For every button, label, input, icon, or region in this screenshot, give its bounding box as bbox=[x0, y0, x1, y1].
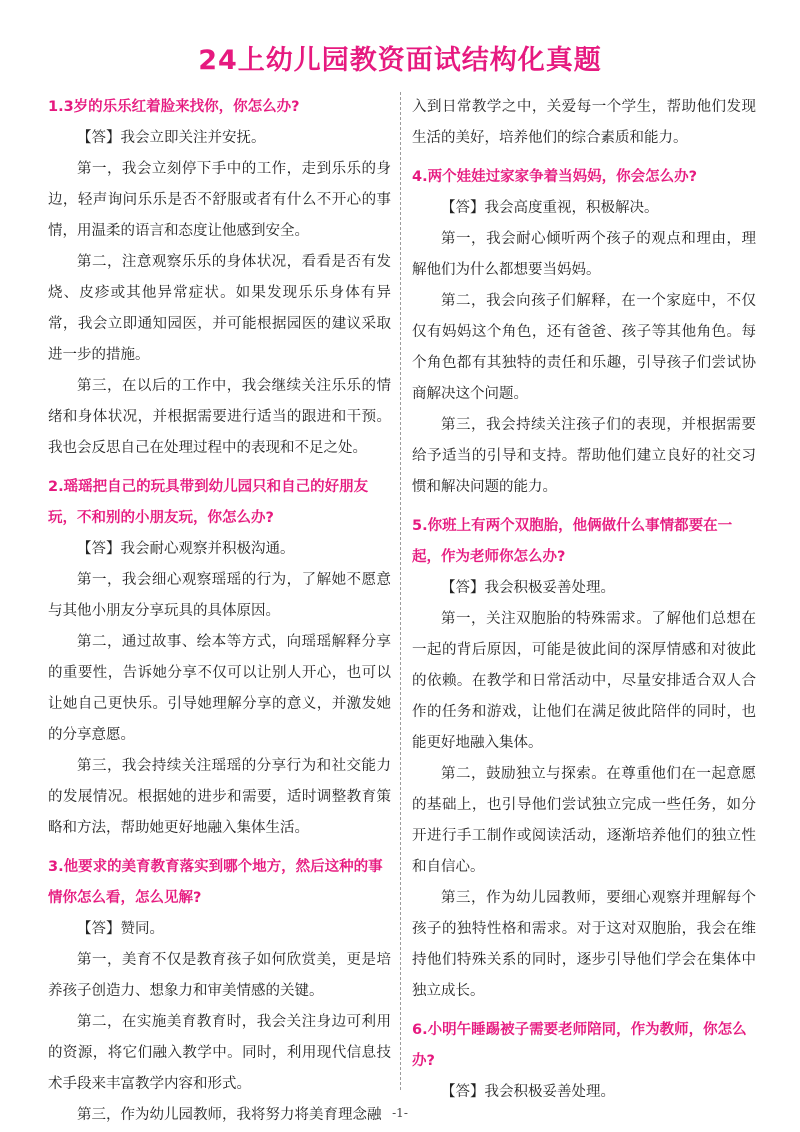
answer-paragraph: 第一，我会细心观察瑶瑶的行为，了解她不愿意与其他小朋友分享玩具的具体原因。 bbox=[48, 572, 391, 619]
question-heading: 5.你班上有两个双胞胎，他俩做什么事情都要在一起，作为老师你怎么办? bbox=[412, 518, 733, 565]
section-gap bbox=[412, 1007, 756, 1015]
answer-paragraph: 第三，我会持续关注孩子们的表现，并根据需要给予适当的引导和支持。帮助他们建立良好的社交习惯和解决问题的能力。 bbox=[412, 417, 756, 495]
question-heading: 4.两个娃娃过家家争着当妈妈，你会怎么办? bbox=[412, 169, 698, 185]
answer-paragraph: 【答】我会高度重视，积极解决。 bbox=[441, 200, 659, 216]
question-heading: 6.小明午睡踢被子需要老师陪同，作为教师，你怎么办? bbox=[412, 1022, 747, 1069]
answer-paragraph: 第二，我会向孩子们解释，在一个家庭中，不仅仅有妈妈这个角色，还有爸爸、孩子等其他角色。每个角色都有其独特的责任和乐趣，引导孩子们尝试协商解决这个问题。 bbox=[412, 293, 756, 402]
left-column bbox=[48, 92, 391, 1131]
question-heading: 3.他要求的美育教育落实到哪个地方，然后这种的事情你怎么看，怎么见解? bbox=[48, 859, 383, 906]
question-heading: 1.3岁的乐乐红着脸来找你，你怎么办? bbox=[48, 99, 300, 115]
answer-paragraph: 【答】我会耐心观察并积极沟通。 bbox=[77, 541, 295, 557]
question-heading: 2.瑶瑶把自己的玩具带到幼儿园只和自己的好朋友玩，不和别的小朋友玩，你怎么办? bbox=[48, 479, 369, 526]
answer-paragraph: 第二，通过故事、绘本等方式，向瑶瑶解释分享的重要性，告诉她分享不仅可以让别人开心，也可以让她自己更快乐。引导她理解分享的意义，并激发她的分享意愿。 bbox=[48, 634, 391, 743]
page-title: 24上幼儿园教资面试结构化真题 bbox=[198, 45, 602, 76]
answer-paragraph: 第二，注意观察乐乐的身体状况，看看是否有发烧、皮疹或其他异常症状。如果发现乐乐身体有异常，我会立即通知园医，并可能根据园医的建议采取进一步的措施。 bbox=[48, 254, 391, 363]
answer-paragraph: 第三，我会持续关注瑶瑶的分享行为和社交能力的发展情况。根据她的进步和需要，适时调整教育策略和方法，帮助她更好地融入集体生活。 bbox=[48, 758, 391, 836]
answer-paragraph: 【答】我会积极妥善处理。 bbox=[441, 580, 615, 596]
section-gap bbox=[48, 844, 391, 852]
column-divider bbox=[400, 92, 401, 1090]
answer-paragraph: 【答】赞同。 bbox=[77, 921, 164, 937]
answer-paragraph: 第一，我会立刻停下手中的工作，走到乐乐的身边，轻声询问乐乐是否不舒服或者有什么不开心的事情，用温柔的语言和态度让他感到安全。 bbox=[48, 161, 391, 239]
page-number: -1- bbox=[392, 1106, 408, 1120]
section-gap bbox=[412, 503, 756, 511]
section-gap bbox=[48, 464, 391, 472]
answer-paragraph: 第一，关注双胞胎的特殊需求。了解他们总想在一起的背后原因，可能是彼此间的深厚情感和对彼此的依赖。在教学和日常活动中，尽量安排适合双人合作的任务和游戏，让他们在满足彼此陪伴的同时，也能更好地融入集体。 bbox=[412, 611, 756, 751]
answer-paragraph: 第二，鼓励独立与探索。在尊重他们在一起意愿的基础上，也引导他们尝试独立完成一些任务，如分开进行手工制作或阅读活动，逐渐培养他们的独立性和自信心。 bbox=[412, 766, 756, 875]
answer-paragraph: 第三，作为幼儿园教师，我将努力将美育理念融 bbox=[77, 1107, 382, 1123]
answer-paragraph: 【答】我会积极妥善处理。 bbox=[441, 1084, 615, 1100]
answer-paragraph: 第一，美育不仅是教育孩子如何欣赏美，更是培养孩子创造力、想象力和审美情感的关键。 bbox=[48, 952, 391, 999]
answer-paragraph: 第一，我会耐心倾听两个孩子的观点和理由，理解他们为什么都想要当妈妈。 bbox=[412, 231, 756, 278]
answer-paragraph: 入到日常教学之中，关爱每一个学生，帮助他们发现生活的美好，培养他们的综合素质和能力。 bbox=[412, 99, 756, 146]
answer-paragraph: 第二，在实施美育教育时，我会关注身边可利用的资源，将它们融入教学中。同时，利用现代信息技术手段来丰富教学内容和形式。 bbox=[48, 1014, 391, 1092]
answer-paragraph: 第三，在以后的工作中，我会继续关注乐乐的情绪和身体状况，并根据需要进行适当的跟进和干预。我也会反思自己在处理过程中的表现和不足之处。 bbox=[48, 378, 391, 456]
answer-paragraph: 【答】我会立即关注并安抚。 bbox=[77, 130, 266, 146]
right-column bbox=[412, 92, 756, 1108]
answer-paragraph: 第三，作为幼儿园教师，要细心观察并理解每个孩子的独特性格和需求。对于这对双胞胎，我会在维持他们特殊关系的同时，逐步引导他们学会在集体中独立成长。 bbox=[412, 890, 756, 999]
section-gap bbox=[412, 154, 756, 162]
